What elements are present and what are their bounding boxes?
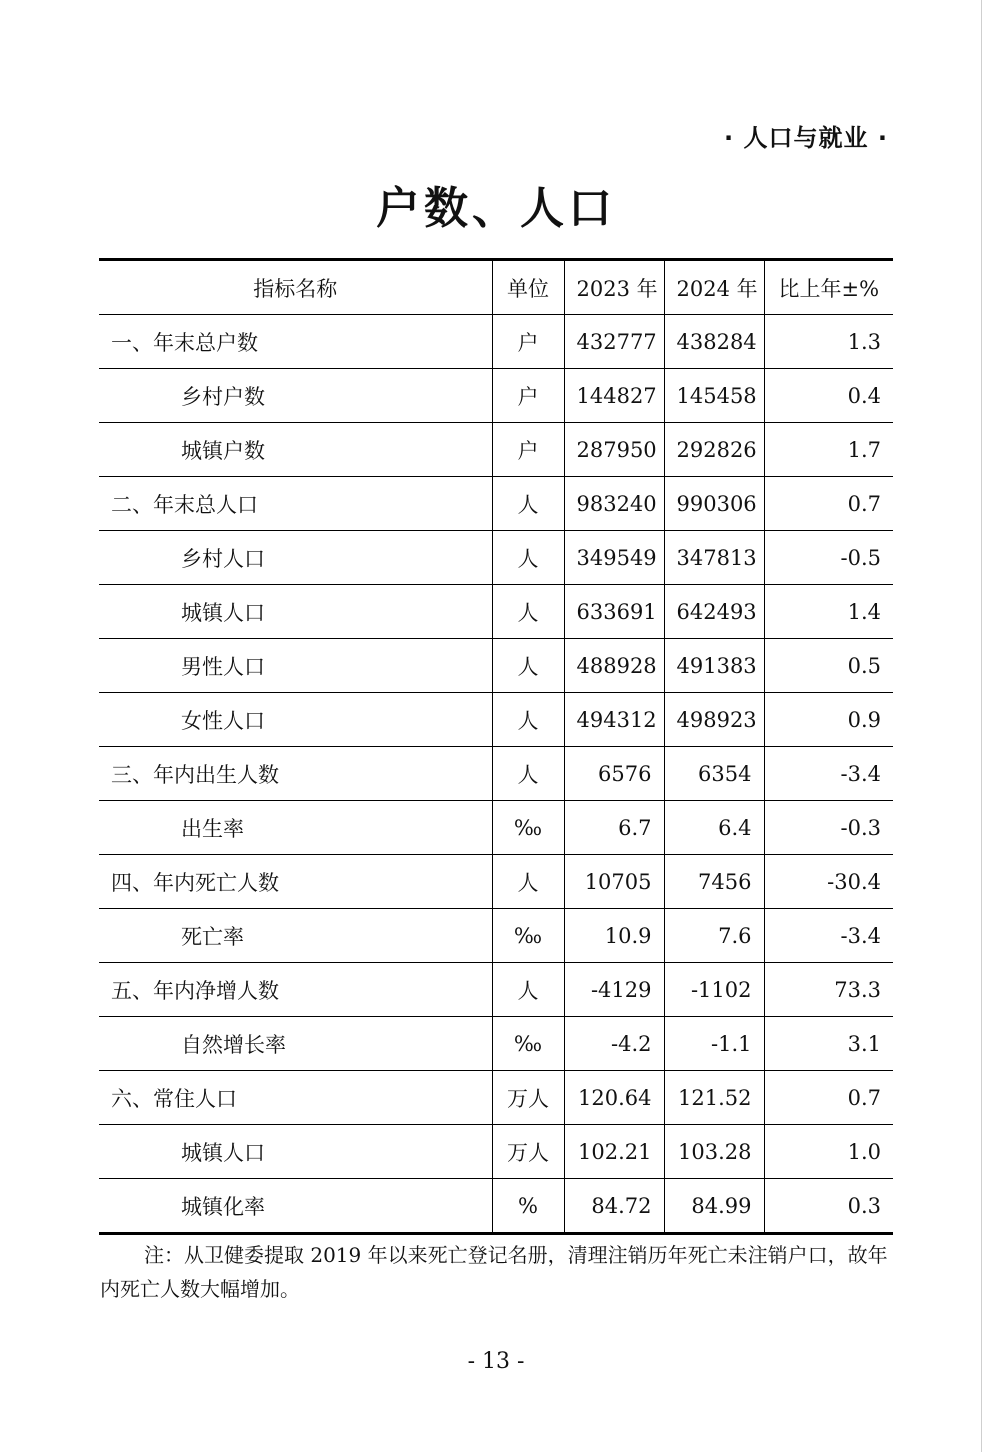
unit-cell: 户 [492, 423, 564, 477]
value-2024-cell: 6354 [664, 747, 764, 801]
indicator-name-cell: 女性人口 [99, 693, 492, 747]
indicator-name-cell: 城镇户数 [99, 423, 492, 477]
column-header-2023: 2023 年 [564, 260, 664, 315]
section-label: · 人口与就业 · [724, 124, 888, 152]
indicator-name-cell: 自然增长率 [99, 1017, 492, 1071]
unit-cell: 人 [492, 477, 564, 531]
value-2024-cell: 990306 [664, 477, 764, 531]
value-2023-cell: -4.2 [564, 1017, 664, 1071]
table-row [99, 855, 893, 909]
unit-cell: 人 [492, 531, 564, 585]
table-row [99, 693, 893, 747]
table-row [99, 747, 893, 801]
value-2024-cell: -1102 [664, 963, 764, 1017]
value-2024-cell: 6.4 [664, 801, 764, 855]
value-2024-cell: 498923 [664, 693, 764, 747]
change-percent-cell: 1.4 [764, 585, 893, 639]
change-percent-cell: 0.9 [764, 693, 893, 747]
value-2023-cell: 287950 [564, 423, 664, 477]
indicator-name-cell: 城镇化率 [99, 1179, 492, 1234]
table-row [99, 1179, 893, 1234]
page-title: 户数、人口 [376, 183, 616, 234]
change-percent-cell: -0.3 [764, 801, 893, 855]
value-2024-cell: 103.28 [664, 1125, 764, 1179]
indicator-name-cell: 四、年内死亡人数 [99, 855, 492, 909]
change-percent-cell: 3.1 [764, 1017, 893, 1071]
indicator-name-cell: 城镇人口 [99, 1125, 492, 1179]
table-footnote: 注：从卫健委提取 2019 年以来死亡登记名册，清理注销历年死亡未注销户口，故年内死亡人数大幅增加。 [100, 1243, 888, 1301]
value-2024-cell: 292826 [664, 423, 764, 477]
change-percent-cell: 0.5 [764, 639, 893, 693]
value-2023-cell: 349549 [564, 531, 664, 585]
value-2024-cell: -1.1 [664, 1017, 764, 1071]
column-header-2024: 2024 年 [664, 260, 764, 315]
table-row [99, 963, 893, 1017]
value-2024-cell: 491383 [664, 639, 764, 693]
value-2023-cell: 633691 [564, 585, 664, 639]
value-2024-cell: 347813 [664, 531, 764, 585]
value-2024-cell: 642493 [664, 585, 764, 639]
unit-cell: 人 [492, 747, 564, 801]
table-row [99, 1017, 893, 1071]
value-2024-cell: 438284 [664, 315, 764, 369]
value-2024-cell: 7.6 [664, 909, 764, 963]
table-row [99, 1125, 893, 1179]
table-header-row [99, 260, 893, 315]
change-percent-cell: 0.7 [764, 1071, 893, 1125]
unit-cell: 人 [492, 585, 564, 639]
table-row [99, 477, 893, 531]
table-body [99, 315, 893, 1234]
indicator-name-cell: 六、常住人口 [99, 1071, 492, 1125]
unit-cell: 人 [492, 963, 564, 1017]
table-row [99, 1071, 893, 1125]
change-percent-cell: 1.7 [764, 423, 893, 477]
change-percent-cell: 0.3 [764, 1179, 893, 1234]
change-percent-cell: 73.3 [764, 963, 893, 1017]
value-2024-cell: 145458 [664, 369, 764, 423]
change-percent-cell: -30.4 [764, 855, 893, 909]
indicator-name-cell: 城镇人口 [99, 585, 492, 639]
change-percent-cell: -0.5 [764, 531, 893, 585]
value-2023-cell: 432777 [564, 315, 664, 369]
indicator-name-cell: 二、年末总人口 [99, 477, 492, 531]
value-2023-cell: 10.9 [564, 909, 664, 963]
value-2024-cell: 121.52 [664, 1071, 764, 1125]
value-2023-cell: 10705 [564, 855, 664, 909]
indicator-name-cell: 乡村户数 [99, 369, 492, 423]
value-2024-cell: 7456 [664, 855, 764, 909]
value-2023-cell: 84.72 [564, 1179, 664, 1234]
value-2023-cell: 983240 [564, 477, 664, 531]
value-2023-cell: -4129 [564, 963, 664, 1017]
value-2023-cell: 144827 [564, 369, 664, 423]
page-number: - 13 - [467, 1349, 525, 1374]
unit-cell: ‰ [492, 1017, 564, 1071]
column-header-unit: 单位 [492, 260, 564, 315]
column-header-change: 比上年±% [764, 260, 893, 315]
change-percent-cell: 1.0 [764, 1125, 893, 1179]
unit-cell: 万人 [492, 1125, 564, 1179]
value-2023-cell: 120.64 [564, 1071, 664, 1125]
indicator-name-cell: 五、年内净增人数 [99, 963, 492, 1017]
value-2023-cell: 494312 [564, 693, 664, 747]
table-row [99, 909, 893, 963]
unit-cell: ‰ [492, 909, 564, 963]
value-2023-cell: 102.21 [564, 1125, 664, 1179]
unit-cell: 人 [492, 639, 564, 693]
indicator-name-cell: 出生率 [99, 801, 492, 855]
table-row [99, 531, 893, 585]
table-row [99, 423, 893, 477]
unit-cell: % [492, 1179, 564, 1234]
unit-cell: ‰ [492, 801, 564, 855]
change-percent-cell: -3.4 [764, 747, 893, 801]
value-2023-cell: 6576 [564, 747, 664, 801]
change-percent-cell: 1.3 [764, 315, 893, 369]
unit-cell: 户 [492, 369, 564, 423]
unit-cell: 人 [492, 855, 564, 909]
unit-cell: 人 [492, 693, 564, 747]
column-header-indicator: 指标名称 [99, 260, 492, 315]
unit-cell: 户 [492, 315, 564, 369]
value-2023-cell: 6.7 [564, 801, 664, 855]
change-percent-cell: 0.4 [764, 369, 893, 423]
change-percent-cell: 0.7 [764, 477, 893, 531]
indicator-name-cell: 死亡率 [99, 909, 492, 963]
indicator-name-cell: 一、年末总户数 [99, 315, 492, 369]
indicator-name-cell: 男性人口 [99, 639, 492, 693]
table-row [99, 369, 893, 423]
indicator-name-cell: 三、年内出生人数 [99, 747, 492, 801]
table-row [99, 585, 893, 639]
value-2023-cell: 488928 [564, 639, 664, 693]
unit-cell: 万人 [492, 1071, 564, 1125]
table-row [99, 639, 893, 693]
change-percent-cell: -3.4 [764, 909, 893, 963]
indicator-name-cell: 乡村人口 [99, 531, 492, 585]
table-row [99, 315, 893, 369]
statistics-table [99, 258, 893, 1235]
table-row [99, 801, 893, 855]
value-2024-cell: 84.99 [664, 1179, 764, 1234]
